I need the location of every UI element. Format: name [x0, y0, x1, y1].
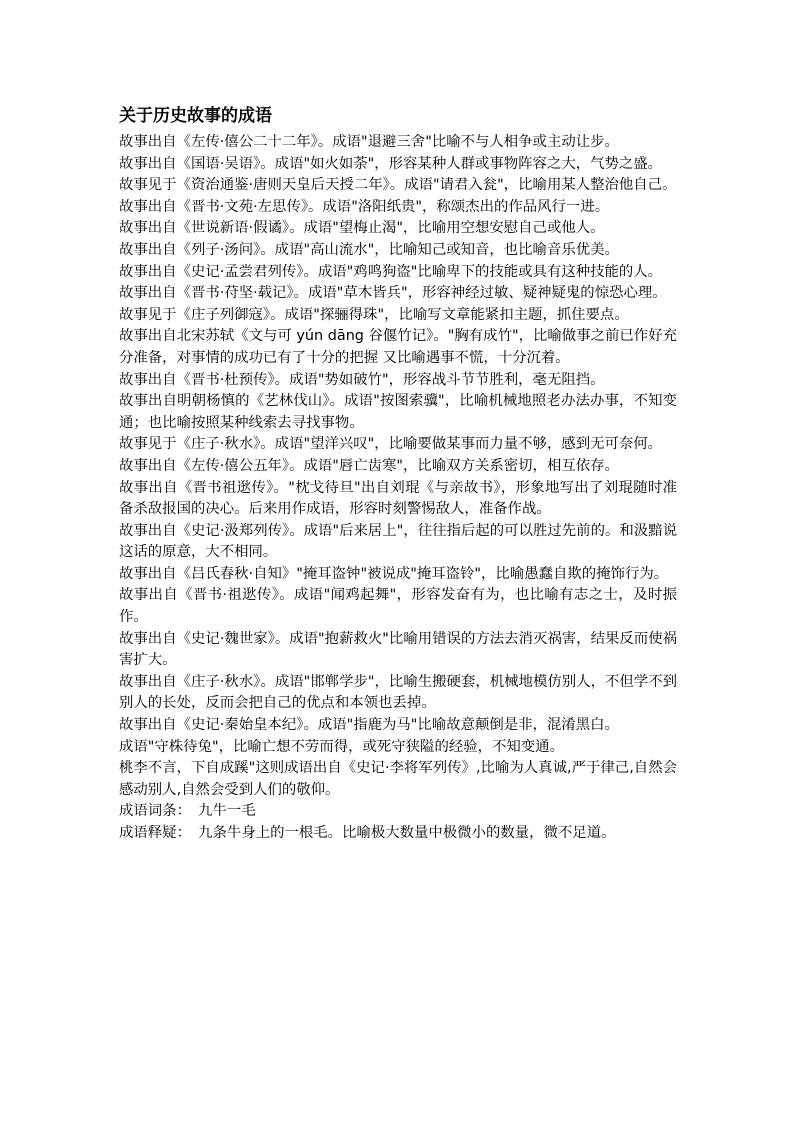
- paragraph: 故事出自《晋书·祖逖传》。成语"闻鸡起舞"，形容发奋有为，也比喻有志之士，及时振作。: [119, 587, 677, 626]
- paragraph: 故事见于《庄子·秋水》。成语"望洋兴叹"，比喻要做某事而力量不够，感到无可奈何。: [119, 436, 663, 453]
- document-page: [119, 104, 677, 845]
- paragraph: 故事出自《列子·汤问》。成语"高山流水"，比喻知己或知音，也比喻音乐优美。: [119, 241, 619, 258]
- document-title: 关于历史故事的成语: [119, 106, 272, 126]
- paragraph: 故事出自《国语·吴语》。成语"如火如荼"，形容某种人群或事物阵容之大，气势之盛。: [119, 155, 663, 172]
- paragraph: 故事出自《吕氏春秋·自知》"掩耳盗钟"被说成"掩耳盗铃"，比喻愚蠢自欺的掩饰行为。: [119, 565, 669, 582]
- paragraph: 故事出自《左传·僖公五年》。成语"唇亡齿寒"，比喻双方关系密切，相互依存。: [119, 457, 619, 474]
- paragraph: 故事见于《资治通鉴·唐则天皇后天授二年》。成语"请君入瓮"，比喻用某人整治他自己。: [119, 177, 677, 194]
- paragraph: 故事出自《晋书·文苑·左思传》。成语"洛阳纸贵"，称颂杰出的作品风行一进。: [119, 198, 610, 215]
- paragraph: 故事出自《晋书·苻坚·载记》。成语"草木皆兵"，形容神经过敏、疑神疑鬼的惊恐心理。: [119, 285, 667, 302]
- paragraph: 故事见于《庄子列御寇》。成语"探骊得珠"，比喻写文章能紧扣主题，抓住要点。: [119, 306, 629, 323]
- paragraph: 故事出自《史记·孟尝君列传》。成语"鸡鸣狗盗"比喻卑下的技能或具有这种技能的人。: [119, 263, 663, 280]
- paragraph: 故事出自北宋苏轼《文与可 yún dāng 谷偃竹记》。"胸有成竹"，比喻做事之前已作好充分准备，对事情的成功已有了十分的把握 又比喻遇事不慌，十分沉着。: [119, 328, 677, 366]
- paragraph: 故事出自《庄子·秋水》。成语"邯郸学步"，比喻生搬硬套，机械地模仿别人，不但学不到别人的长处，反而会把自己的优点和本领也丢掉。: [119, 673, 677, 712]
- paragraph: 故事出自《左传·僖公二十二年》。成语"退避三舍"比喻不与人相争或主动让步。: [119, 134, 619, 150]
- paragraph: 故事出自《史记·魏世家》。成语"抱薪救火"比喻用错误的方法去消灭祸害，结果反而使祸害扩大。: [119, 630, 677, 669]
- paragraph: 成语释疑： 九条牛身上的一根毛。比喻极大数量中极微小的数量，微不足道。: [119, 825, 616, 841]
- document-body: [119, 132, 677, 845]
- paragraph: 故事出自《世说新语·假谲》。成语"望梅止渴"，比喻用空想安慰自己或他人。: [119, 220, 605, 237]
- paragraph: 成语词条： 九牛一毛: [119, 803, 256, 820]
- paragraph: 故事出自明朝杨慎的《艺林伐山》。成语"按图索骥"，比喻机械地照老办法办事，不知变通；也比喻按照某种线索去寻找事物。: [119, 393, 677, 431]
- paragraph: 故事出自《晋书祖逖传》。"枕戈待旦"出自刘琨《与亲故书》，形象地写出了刘琨随时准备杀敌报国的决心。后来用作成语，形容时刻警惕敌人，准备作战。: [119, 479, 677, 518]
- paragraph: 桃李不言，下自成蹊"这则成语出自《史记·李将军列传》,比喻为人真诚,严于律己,自然会感动别人,自然会受到人们的敬仰。: [119, 760, 677, 798]
- paragraph: 故事出自《史记·汲郑列传》。成语"后来居上"，往往指后起的可以胜过先前的。和汲黯说这话的原意，大不相同。: [119, 522, 677, 561]
- paragraph: 故事出自《史记·秦始皇本纪》。成语"指鹿为马"比喻故意颠倒是非，混淆黑白。: [119, 717, 619, 734]
- paragraph: 故事出自《晋书·杜预传》。成语"势如破竹"，形容战斗节节胜利，毫无阻挡。: [119, 371, 605, 388]
- paragraph: 成语"守株待兔"，比喻亡想不劳而得，或死守狭隘的经验，不知变通。: [119, 738, 564, 755]
